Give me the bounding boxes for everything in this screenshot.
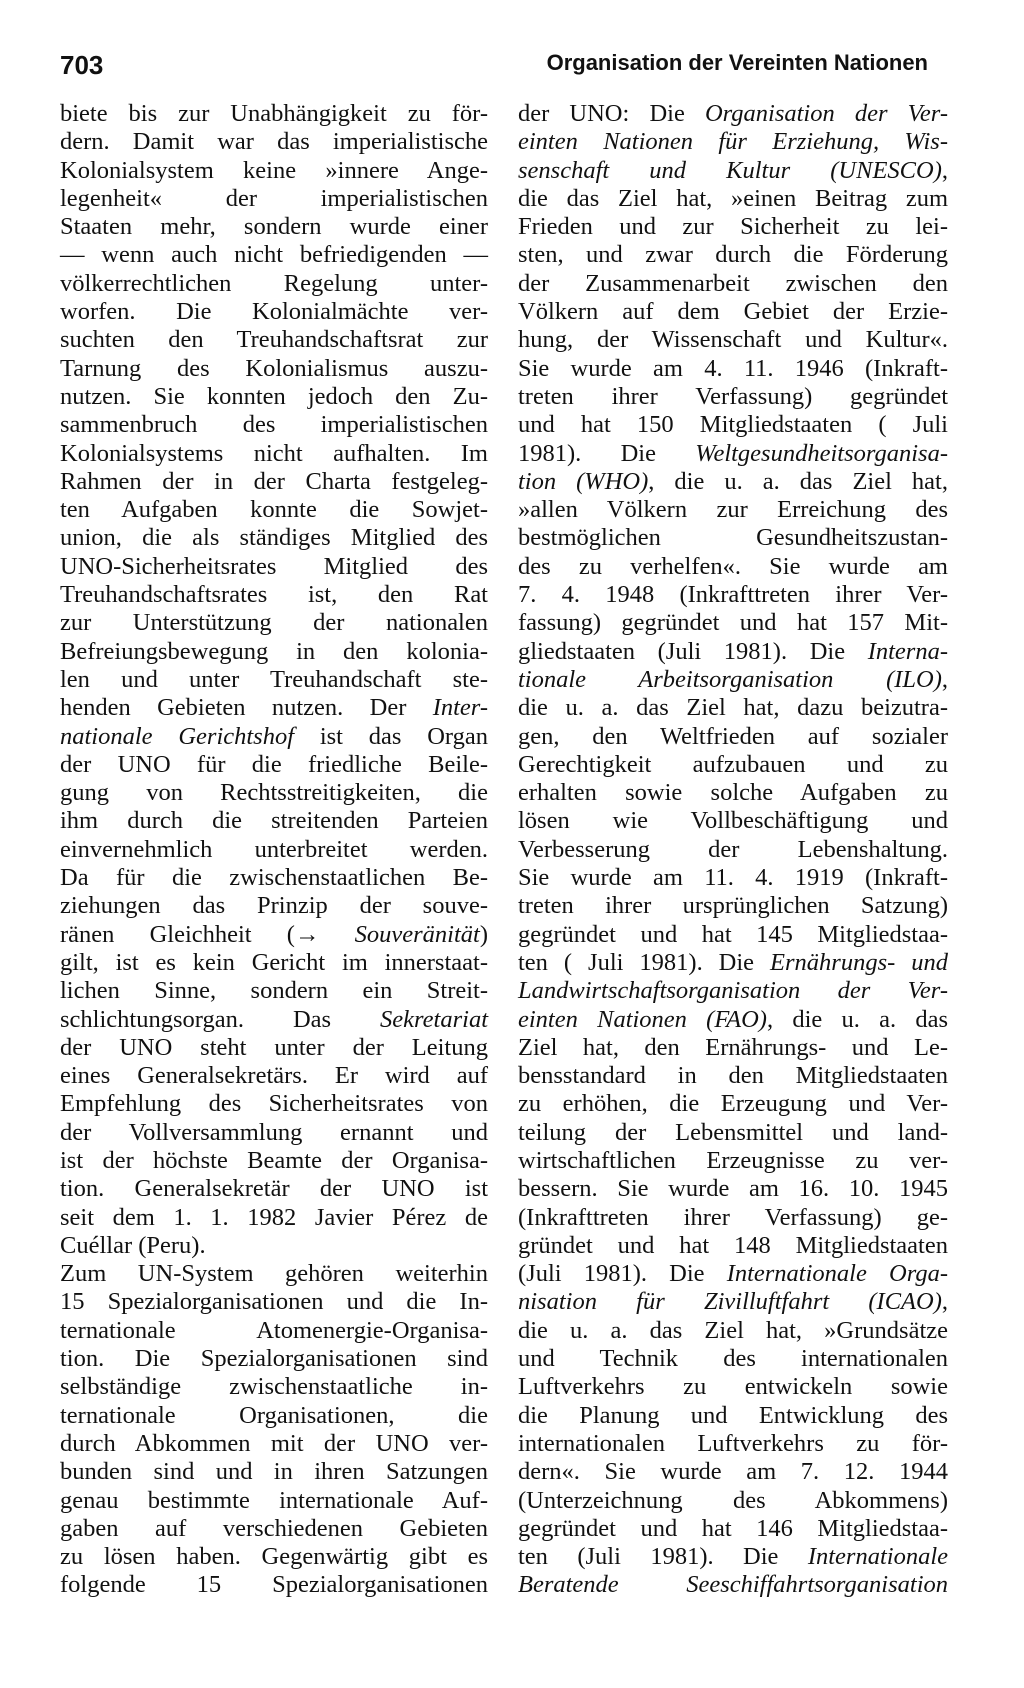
text-line [518, 1317, 948, 1345]
italic-term: Organisation der Ver- [704, 100, 949, 127]
text-segment: ternationale Atomenergie-Organisa- [60, 1316, 488, 1344]
text-segment: hung, der Wissenschaft und Kultur«. [518, 326, 948, 354]
text-segment: zu erhöhen, die Erzeugung und Ver- [518, 1090, 948, 1118]
text-line [60, 751, 488, 779]
text-segment: der UNO für die friedliche Beile- [60, 750, 488, 778]
text-segment: gliedstaaten (Juli 1981). Die [518, 637, 868, 665]
text-line [518, 1232, 948, 1260]
text-line [60, 128, 488, 156]
text-line [60, 949, 488, 977]
text-line [518, 666, 948, 694]
text-line [60, 553, 488, 581]
text-line [518, 1288, 948, 1316]
text-line [518, 1487, 948, 1515]
text-line [60, 1373, 488, 1401]
text-segment: Sie wurde am 4. 11. 1946 (Inkraft- [518, 354, 948, 382]
text-line [518, 1006, 948, 1034]
text-line [518, 723, 948, 751]
text-line [518, 864, 948, 892]
text-line [60, 807, 488, 835]
text-segment: die u. a. das Ziel hat, »Grundsätze [518, 1316, 948, 1344]
text-segment: gung von Rechtsstreitigkeiten, die [60, 779, 488, 807]
text-segment: , [941, 1288, 948, 1316]
text-line [518, 411, 948, 439]
italic-term: einten Nationen (FAO) [518, 1005, 767, 1033]
text-line [60, 1232, 488, 1260]
text-line [518, 355, 948, 383]
text-segment: Befreiungsbewegung in den kolonia- [60, 637, 488, 665]
text-line [518, 977, 948, 1005]
text-line [60, 241, 488, 269]
text-segment: ternationale Organisationen, die [60, 1401, 488, 1429]
italic-term: Landwirtschaftsorganisation der Ver- [518, 977, 948, 1005]
text-line [60, 411, 488, 439]
text-line [60, 921, 488, 949]
text-segment: »allen Völkern zur Erreichung des [518, 496, 948, 524]
text-line [60, 1147, 488, 1175]
text-segment: bessern. Sie wurde am 16. 10. 1945 [518, 1175, 948, 1203]
text-line [60, 1515, 488, 1543]
text-line [60, 1430, 488, 1458]
text-line [60, 496, 488, 524]
text-segment: Ziel hat, den Ernährungs- und Le- [518, 1033, 948, 1061]
italic-term: senschaft und Kultur (UNESCO) [518, 156, 942, 184]
text-segment: 15 Spezialorganisationen und die In- [60, 1288, 488, 1316]
text-segment: ten (Juli 1981). Die [518, 1543, 808, 1571]
text-line [60, 468, 488, 496]
text-line [518, 1090, 948, 1118]
text-line [518, 524, 948, 552]
text-line [60, 1458, 488, 1486]
text-segment: folgende 15 Spezialorganisationen [60, 1571, 488, 1599]
text-segment: dern«. Sie wurde am 7. 12. 1944 [518, 1458, 948, 1486]
text-segment: treten ihrer ursprünglichen Satzung) [518, 892, 948, 920]
text-line [60, 298, 488, 326]
text-segment: bensstandard in den Mitgliedstaaten [518, 1062, 948, 1090]
text-segment: Gerechtigkeit aufzubauen und zu [518, 750, 948, 778]
text-line [60, 723, 488, 751]
text-segment: ihm durch die streitenden Parteien [60, 807, 488, 835]
text-segment: Kolonialsystems nicht aufhalten. Im [60, 439, 488, 467]
text-segment: legenheit« der imperialistischen [60, 184, 488, 212]
text-segment: (Juli 1981). Die [518, 1260, 727, 1288]
text-line [60, 694, 488, 722]
text-line [518, 609, 948, 637]
text-segment: die u. a. das Ziel hat, dazu beizutra- [518, 694, 948, 722]
text-segment: sammenbruch des imperialistischen [60, 411, 488, 439]
text-segment: Luftverkehrs zu entwickeln sowie [518, 1373, 948, 1401]
italic-term: Internationale Orga- [726, 1260, 948, 1288]
text-line [518, 694, 948, 722]
text-line [518, 1147, 948, 1175]
text-line [60, 213, 488, 241]
text-segment: eines Generalsekretärs. Er wird auf [60, 1062, 488, 1090]
text-line [518, 1345, 948, 1373]
text-line [60, 1090, 488, 1118]
text-segment: ist das Organ [294, 722, 489, 750]
text-line [518, 440, 948, 468]
page-header [60, 50, 928, 90]
text-line [60, 1288, 488, 1316]
text-line [60, 1204, 488, 1232]
text-segment: schlichtungsorgan. Das [60, 1005, 381, 1033]
text-line [60, 581, 488, 609]
text-segment: worfen. Die Kolonialmächte ver- [60, 298, 488, 326]
text-line [60, 864, 488, 892]
text-segment: Cuéllar (Peru). [60, 1231, 206, 1259]
text-segment: 7. 4. 1948 (Inkrafttreten ihrer Ver- [518, 581, 948, 609]
text-line [518, 1204, 948, 1232]
text-segment: durch Abkommen mit der UNO ver- [60, 1429, 488, 1457]
text-line [60, 326, 488, 354]
left-text-column [60, 100, 488, 1600]
italic-term: Internationale [807, 1543, 948, 1571]
text-line [518, 553, 948, 581]
text-segment: Sie wurde am 11. 4. 1919 (Inkraft- [518, 864, 948, 892]
italic-term: tionale Arbeitsorganisation (ILO) [518, 665, 942, 693]
page-number: 703 [60, 50, 104, 80]
text-segment: der UNO: Die [518, 100, 705, 127]
text-segment: , [941, 156, 948, 184]
text-line [518, 1430, 948, 1458]
text-segment: ten ( Juli 1981). Die [518, 948, 771, 976]
text-line [518, 1034, 948, 1062]
text-segment: Empfehlung des Sicherheitsrates von [60, 1090, 488, 1118]
text-line [518, 326, 948, 354]
italic-term: Inter- [432, 694, 488, 722]
text-segment: tion. Generalsekretär der UNO ist [60, 1175, 488, 1203]
text-segment: lösen wie Vollbeschäftigung und [518, 807, 948, 835]
text-segment: Verbesserung der Lebenshaltung. [518, 835, 948, 863]
text-line [518, 1175, 948, 1203]
text-line [518, 468, 948, 496]
text-segment: genau bestimmte internationale Auf- [60, 1486, 488, 1514]
text-line [518, 892, 948, 920]
text-line [60, 1006, 488, 1034]
text-line [518, 921, 948, 949]
text-segment: des zu verhelfen«. Sie wurde am [518, 552, 948, 580]
text-segment: teilung der Lebensmittel und land- [518, 1118, 948, 1146]
text-line [518, 1571, 948, 1599]
text-segment: selbständige zwischenstaatliche in- [60, 1373, 488, 1401]
text-line [518, 1543, 948, 1571]
text-segment: fassung) gegründet und hat 157 Mit- [518, 609, 948, 637]
text-segment: der Vollversammlung ernannt und [60, 1118, 488, 1146]
text-line [60, 1402, 488, 1430]
italic-term: Interna- [867, 637, 948, 665]
text-line [518, 185, 948, 213]
text-line [518, 581, 948, 609]
text-line [60, 1571, 488, 1599]
text-line [60, 270, 488, 298]
text-segment: len und unter Treuhandschaft ste- [60, 665, 488, 693]
text-line [60, 185, 488, 213]
text-segment: einvernehmlich unterbreitet werden. [60, 835, 488, 863]
text-segment: gegründet und hat 145 Mitgliedstaa- [518, 920, 948, 948]
text-line [60, 1543, 488, 1571]
text-line [518, 383, 948, 411]
text-segment: die das Ziel hat, »einen Beitrag zum [518, 184, 948, 212]
text-segment: 1981). Die [518, 439, 696, 467]
italic-term: tion (WHO) [518, 467, 649, 495]
text-segment: ) [479, 920, 488, 948]
italic-term: Souveränität [354, 920, 480, 948]
italic-term: nisation für Zivilluftfahrt (ICAO) [518, 1288, 942, 1316]
text-line [518, 836, 948, 864]
text-line [518, 751, 948, 779]
text-segment: erhalten sowie solche Aufgaben zu [518, 779, 948, 807]
text-segment: und hat 150 Mitgliedstaaten ( Juli [518, 411, 948, 439]
text-segment: zu lösen haben. Gegenwärtig gibt es [60, 1543, 488, 1571]
text-line [518, 213, 948, 241]
text-line [518, 298, 948, 326]
text-line [60, 1175, 488, 1203]
italic-term: einten Nationen für Erziehung, Wis- [518, 128, 948, 156]
text-line [60, 892, 488, 920]
text-line [60, 1260, 488, 1288]
text-segment: (Unterzeichnung des Abkommens) [518, 1486, 948, 1514]
text-segment: gründet und hat 148 Mitgliedstaaten [518, 1231, 948, 1259]
text-segment: gegründet und hat 146 Mitgliedstaa- [518, 1514, 948, 1542]
text-segment: Frieden und zur Sicherheit zu lei- [518, 213, 948, 241]
italic-term: nationale Gerichtshof [60, 722, 295, 750]
text-segment: , die u. a. das [766, 1005, 948, 1033]
text-line [60, 666, 488, 694]
text-line [60, 383, 488, 411]
text-line [60, 609, 488, 637]
text-line [518, 1458, 948, 1486]
text-segment: der UNO steht unter der Leitung [60, 1033, 488, 1061]
text-line [518, 638, 948, 666]
text-segment: gen, den Weltfrieden auf sozialer [518, 722, 948, 750]
text-line [60, 440, 488, 468]
text-segment: gilt, ist es kein Gericht im innerstaat- [60, 948, 488, 976]
text-segment: union, die als ständiges Mitglied des [60, 524, 488, 552]
text-line [60, 524, 488, 552]
text-segment: tion. Die Spezialorganisationen sind [60, 1345, 488, 1373]
text-segment: dern. Damit war das imperialistische [60, 128, 488, 156]
text-line [60, 1062, 488, 1090]
text-line [60, 836, 488, 864]
text-line [518, 1119, 948, 1147]
text-segment: ten Aufgaben konnte die Sowjet- [60, 496, 488, 524]
text-line [60, 157, 488, 185]
text-line [518, 1373, 948, 1401]
text-segment: UNO-Sicherheitsrates Mitglied des [60, 552, 488, 580]
text-segment: wirtschaftlichen Erzeugnisse zu ver- [518, 1146, 948, 1174]
text-segment: Treuhandschaftsrates ist, den Rat [60, 581, 488, 609]
text-segment: seit dem 1. 1. 1982 Javier Pérez de [60, 1203, 488, 1231]
text-segment: ziehungen das Prinzip der souve- [60, 892, 488, 920]
text-segment: internationalen Luftverkehrs zu för- [518, 1429, 948, 1457]
text-line [60, 1317, 488, 1345]
text-segment: ist der höchste Beamte der Organisa- [60, 1146, 488, 1174]
text-line [518, 949, 948, 977]
text-segment: suchten den Treuhandschaftsrat zur [60, 326, 488, 354]
text-segment: bestmöglichen Gesundheitszustan- [518, 524, 948, 552]
text-line [60, 100, 488, 128]
running-title: Organisation der Vereinten Nationen [546, 50, 928, 75]
text-segment: biete bis zur Unabhängigkeit zu för- [60, 100, 488, 127]
text-line [518, 1260, 948, 1288]
text-segment: , [941, 665, 948, 693]
text-line [518, 779, 948, 807]
text-line [60, 355, 488, 383]
text-line [518, 100, 948, 128]
text-line [60, 1487, 488, 1515]
text-segment: , die u. a. das Ziel hat, [648, 467, 948, 495]
text-segment: (Inkrafttreten ihrer Verfassung) ge- [518, 1203, 948, 1231]
text-line [60, 977, 488, 1005]
text-segment: sten, und zwar durch die Förderung [518, 241, 948, 269]
text-segment: Kolonialsystem keine »innere Ange- [60, 156, 488, 184]
text-segment: — wenn auch nicht befriedigenden — [60, 241, 488, 269]
text-segment: lichen Sinne, sondern ein Streit- [60, 977, 488, 1005]
text-line [518, 241, 948, 269]
text-line [518, 128, 948, 156]
text-line [60, 1034, 488, 1062]
text-segment: nutzen. Sie konnten jedoch den Zu- [60, 382, 488, 410]
text-line [518, 1062, 948, 1090]
text-segment: Da für die zwischenstaatlichen Be- [60, 864, 488, 892]
italic-term: Weltgesundheitsorganisa- [695, 439, 948, 467]
italic-term: Ernährungs- und [770, 948, 948, 976]
text-line [518, 496, 948, 524]
text-line [60, 1119, 488, 1147]
text-segment: zur Unterstützung der nationalen [60, 609, 488, 637]
text-line [518, 1402, 948, 1430]
text-line [518, 807, 948, 835]
text-segment: völkerrechtlichen Regelung unter- [60, 269, 488, 297]
right-text-column [518, 100, 948, 1600]
text-segment: die Planung und Entwicklung des [518, 1401, 948, 1429]
text-segment: treten ihrer Verfassung) gegründet [518, 382, 948, 410]
text-segment: und Technik des internationalen [518, 1345, 948, 1373]
italic-term: Beratende Seeschiffahrtsorganisation [518, 1571, 948, 1599]
text-segment: Tarnung des Kolonialismus auszu- [60, 354, 488, 382]
text-segment: henden Gebieten nutzen. Der [60, 694, 433, 722]
text-segment: Rahmen der in der Charta festgeleg- [60, 467, 488, 495]
text-segment: Staaten mehr, sondern wurde einer [60, 213, 488, 241]
text-segment: ränen Gleichheit (→ [60, 920, 355, 948]
text-line [518, 157, 948, 185]
text-segment: bunden sind und in ihren Satzungen [60, 1458, 488, 1486]
text-segment: der Zusammenarbeit zwischen den [518, 269, 948, 297]
italic-term: Sekretariat [380, 1005, 488, 1033]
text-segment: Völkern auf dem Gebiet der Erzie- [518, 298, 948, 326]
text-line [518, 270, 948, 298]
text-segment: gaben auf verschiedenen Gebieten [60, 1514, 488, 1542]
text-line [60, 638, 488, 666]
text-line [518, 1515, 948, 1543]
text-segment: Zum UN-System gehören weiterhin [60, 1260, 488, 1288]
text-line [60, 779, 488, 807]
text-line [60, 1345, 488, 1373]
